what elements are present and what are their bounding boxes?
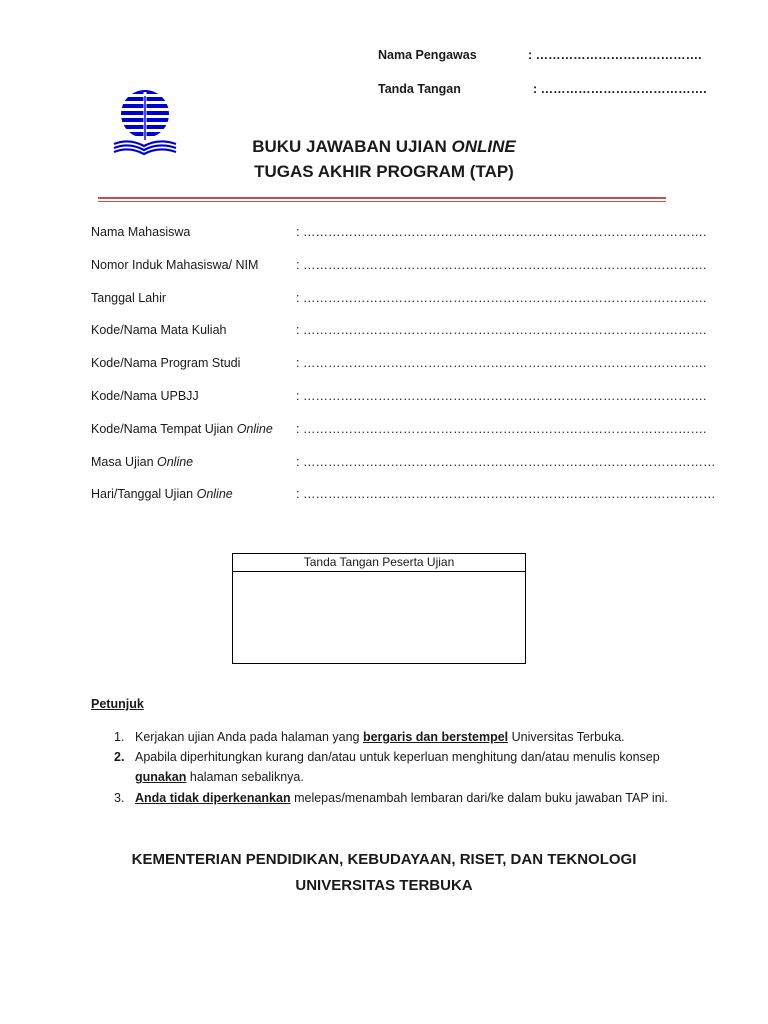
supervisor-label: Nama Pengawas [378,48,477,62]
form-row-field[interactable]: : ……………………………………………………………………………………. [296,323,707,337]
form-row-label [91,455,193,469]
form-row-label-italic: Online [236,422,273,436]
form-row-label-text: Nomor Induk Mahasiswa/ NIM [91,258,259,272]
instruction-text: Apabila diperhitungkan kurang dan/atau untuk keperluan menghitung dan/atau menulis konsep [135,750,660,764]
form-row-label-text: Kode/Nama Program Studi [91,356,241,370]
instruction-item [114,791,668,805]
instructions-heading: Petunjuk [91,697,144,711]
instruction-item [114,750,660,764]
instruction-text: halaman sebaliknya. [186,770,304,784]
form-row-field[interactable]: : ……………………………………………………………………………………. [296,356,707,370]
university-name: UNIVERSITAS TERBUKA [295,877,473,894]
form-row-field[interactable]: : ……………………………………………………………………………………. [296,389,707,403]
instruction-emphasis: bergaris dan berstempel [362,730,509,744]
form-row-label [91,487,233,501]
title-line1-italic: ONLINE [451,137,516,156]
form-row-label-italic: Online [196,487,233,501]
title-line1 [164,137,604,157]
instruction-number: 2. [114,750,125,764]
form-row-label [91,225,190,239]
title-line1-text: BUKU JAWABAN UJIAN [252,137,447,156]
form-row-field[interactable]: : ……………………………………………………………………………………. [296,422,707,436]
title-line2: TUGAS AKHIR PROGRAM (TAP) [254,162,514,181]
instruction-item [114,770,304,784]
signature-box-title: Tanda Tangan Peserta Ujian [233,554,525,572]
instruction-number: 1. [114,730,125,744]
instruction-text: melepas/menambah lembaran dari/ke dalam buku jawaban TAP ini. [290,791,668,805]
signature-label: Tanda Tangan [378,82,461,96]
instruction-number: 3. [114,791,125,805]
instruction-item [114,730,625,744]
participant-signature-box[interactable] [232,553,526,664]
form-row-field[interactable]: : ……………………………………………………………………………………… [296,455,716,469]
ministry-name: KEMENTERIAN PENDIDIKAN, KEBUDAYAAN, RISET, DAN TEKNOLOGI [131,851,637,868]
instruction-emphasis: gunakan [135,770,187,784]
instruction-emphasis: Anda tidak diperkenankan [135,791,291,805]
form-row-label-text: Masa Ujian [91,455,157,469]
divider-rule [98,197,666,199]
form-row-label [91,356,240,370]
form-row-label [91,258,258,272]
form-row-field[interactable]: : ……………………………………………………………………………………. [296,258,707,272]
instruction-text: Universitas Terbuka. [508,730,625,744]
form-row-label [91,291,166,305]
form-row-label-text: Tanggal Lahir [91,291,167,305]
form-row-field[interactable]: : ……………………………………………………………………………………. [296,291,707,305]
form-row-label-text: Nama Mahasiswa [91,225,191,239]
supervisor-field[interactable]: : …………………………………. [528,48,702,62]
instruction-text: Kerjakan ujian Anda pada halaman yang [135,730,363,744]
divider-rule-thin [98,201,666,202]
form-row-field[interactable]: : ……………………………………………………………………………………. [296,225,707,239]
form-row-label-text: Kode/Nama Mata Kuliah [91,323,227,337]
form-row-label-text: Hari/Tanggal Ujian [91,487,197,501]
form-row-label [91,323,227,337]
form-row-label-text: Kode/Nama Tempat Ujian [91,422,237,436]
form-row-field[interactable]: : ……………………………………………………………………………………… [296,487,716,501]
form-row-label [91,422,273,436]
form-row-label-text: Kode/Nama UPBJJ [91,389,199,403]
form-row-label [91,389,199,403]
signature-field[interactable]: : …………………………………. [533,82,707,96]
form-row-label-italic: Online [157,455,194,469]
